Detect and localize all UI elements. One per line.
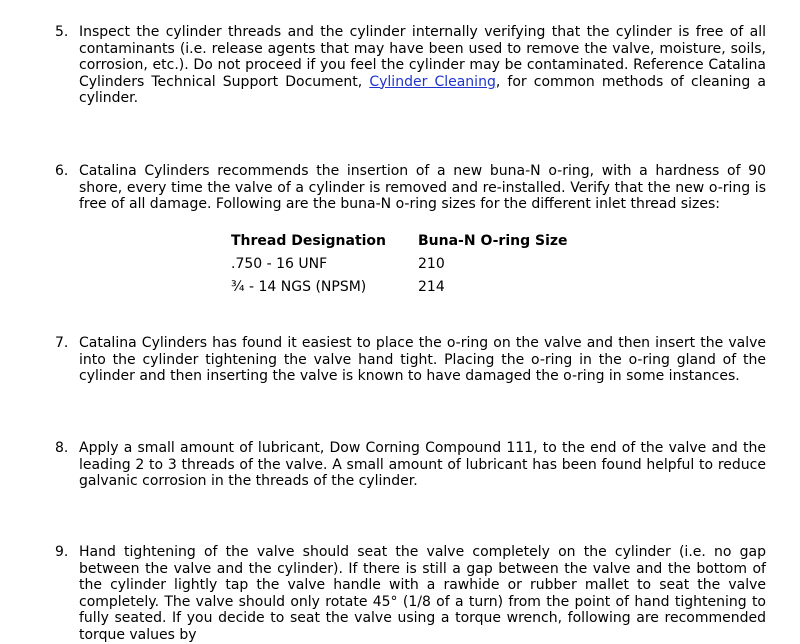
table-header: Buna-N O-ring Size	[418, 233, 568, 249]
step-text: Apply a small amount of lubricant, Dow Corning Compound 111, to the end of the valve and the leading 2 to 3 threads of the valve. A small amount of lubricant has been found helpful to reduce galvanic corrosion in the threads of the cylinder.	[79, 440, 766, 490]
step-text: Catalina Cylinders has found it easiest to place the o-ring on the valve and then insert the valve into the cylinder tightening the valve hand tight. Placing the o-ring in the o-ring gland of the cylinder and then inserting the valve is known to have damaged the o-ring in some instances.	[79, 335, 766, 385]
table-header: Thread Designation	[231, 233, 387, 249]
step-number: 6.	[55, 163, 69, 179]
table-cell: .750 - 16 UNF	[231, 256, 328, 272]
table-cell: 214	[418, 279, 445, 295]
step-6	[55, 163, 766, 213]
step-text: Inspect the cylinder threads and the cylinder internally verifying that the cylinder is free of all contaminants (i.e. release agents that may have been used to remove the valve, moisture, soils, corrosion, etc.). Do not proceed if you feel the cylinder may be contaminated. Reference Catalina Cylinders Technical Support Document, Cylinder Cleaning, for common methods of cleaning a cylinder.	[79, 24, 766, 107]
step-8	[55, 440, 766, 490]
step-text: Catalina Cylinders recommends the insertion of a new buna-N o-ring, with a hardness of 90 shore, every time the valve of a cylinder is removed and re-installed. Verify that the new o-ring is free of all damage. Following are the buna-N o-ring sizes for the different inlet thread sizes:	[79, 163, 766, 213]
table-cell: ¾ - 14 NGS (NPSM)	[231, 279, 367, 295]
step-number: 8.	[55, 440, 69, 456]
step-number: 5.	[55, 24, 69, 40]
step-7	[55, 335, 766, 385]
step-text: Hand tightening of the valve should seat the valve completely on the cylinder (i.e. no gap between the valve and the cylinder). If there is still a gap between the valve and the bottom of the cylinder lightly tap the valve handle with a rawhide or rubber mallet to seat the valve completely. The valve should only rotate 45° (1/8 of a turn) from the point of hand tightening to fully seated. If you decide to seat the valve using a torque wrench, following are recommended torque values by	[79, 544, 766, 643]
step-number: 9.	[55, 544, 69, 560]
table-cell: 210	[418, 256, 445, 272]
cylinder-cleaning-link[interactable]: Cylinder Cleaning	[369, 73, 496, 90]
step-number: 7.	[55, 335, 69, 351]
step-5	[55, 24, 766, 107]
step-9	[55, 544, 766, 644]
